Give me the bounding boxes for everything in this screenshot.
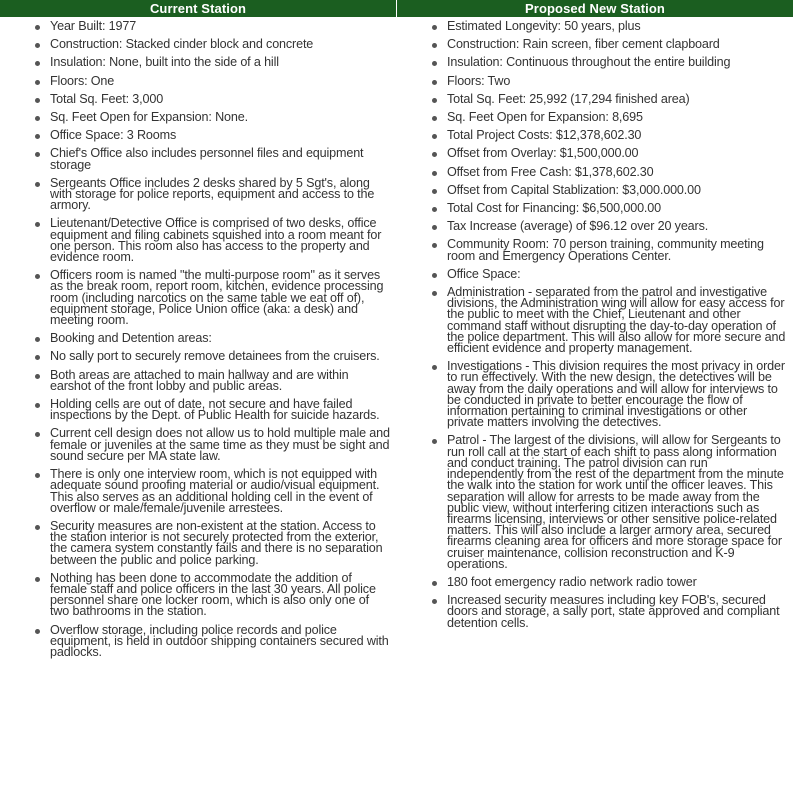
list-item: Sergeants Office includes 2 desks shared by 5 Sgt's, along with storage for police reports, equipment and access to the armory.: [0, 178, 397, 212]
list-item: Offset from Free Cash: $1,378,602.30: [397, 167, 793, 178]
list-item: No sally port to securely remove detainees from the cruisers.: [0, 351, 397, 362]
current-station-header: Current Station: [0, 0, 397, 17]
list-item: Offset from Overlay: $1,500,000.00: [397, 148, 793, 159]
list-item: Increased security measures including key FOB's, secured doors and storage, a sally port, state approved and compliant detention cells.: [397, 595, 793, 629]
current-station-list: [0, 21, 397, 658]
list-item: There is only one interview room, which is not equipped with adequate sound proofing material or audio/visual equipment. This also serves as an additional holding cell in the event of overflow or male/female/juvenile arrestees.: [0, 469, 397, 514]
list-item: Both areas are attached to main hallway and are within earshot of the front lobby and public areas.: [0, 370, 397, 392]
list-item: Insulation: None, built into the side of a hill: [0, 57, 397, 68]
list-item: Overflow storage, including police records and police equipment, is held in outdoor shipping containers secured with padlocks.: [0, 625, 397, 659]
list-item: Holding cells are out of date, not secure and have failed inspections by the Dept. of Public Health for suicide hazards.: [0, 399, 397, 421]
list-item: Current cell design does not allow us to hold multiple male and female or juveniles at the same time as they must be sight and sound secure per MA state law.: [0, 428, 397, 462]
list-item: Booking and Detention areas:: [0, 333, 397, 344]
list-item: Total Sq. Feet: 3,000: [0, 94, 397, 105]
list-item: Offset from Capital Stablization: $3,000.000.00: [397, 185, 793, 196]
list-item: Investigations - This division requires the most privacy in order to run effectively. With the new design, the detectives will be away from the daily operations and will allow for interviews to be conducted in private to better encourage the flow of information pertaining to criminal investigations or other private matters involving the detectives.: [397, 361, 793, 428]
list-item: Construction: Rain screen, fiber cement clapboard: [397, 39, 793, 50]
list-item: Floors: Two: [397, 76, 793, 87]
proposed-station-column: [397, 17, 793, 665]
list-item: Total Sq. Feet: 25,992 (17,294 finished area): [397, 94, 793, 105]
list-item: Tax Increase (average) of $96.12 over 20 years.: [397, 221, 793, 232]
list-item: Chief's Office also includes personnel files and equipment storage: [0, 148, 397, 170]
list-item: Lieutenant/Detective Office is comprised of two desks, office equipment and filing cabinets squished into a room meant for one person. This room also has access to the property and evidence room.: [0, 218, 397, 263]
list-item: Officers room is named "the multi-purpose room" as it serves as the break room, report room, kitchen, evidence processing room (including narcotics on the same table we eat off of), equipment storage, Police Union office (aka: a desk) and meeting room.: [0, 270, 397, 326]
list-item: Nothing has been done to accommodate the addition of female staff and police officers in the last 30 years. All police personnel share one locker room, which is also only one of two bathrooms in the station.: [0, 573, 397, 618]
proposed-station-list: [397, 21, 793, 629]
list-item: Estimated Longevity: 50 years, plus: [397, 21, 793, 32]
list-item: Total Cost for Financing: $6,500,000.00: [397, 203, 793, 214]
list-item: Office Space:: [397, 269, 793, 280]
list-item: Administration - separated from the patrol and investigative divisions, the Administration wing will allow for easy access for the public to meet with the Chief, Lieutenant and other command staff without disrupting the day-to-day operation of the police department. This will also allow for more secure and efficient evidence and property management.: [397, 287, 793, 354]
current-station-column: [0, 17, 397, 665]
list-item: Construction: Stacked cinder block and concrete: [0, 39, 397, 50]
list-item: Patrol - The largest of the divisions, will allow for Sergeants to run roll call at the start of each shift to pass along information and conduct training. The patrol division can run independently from the rest of the department from the minute the walk into the station for work until the officer leaves. This separation will allow for arrests to be made away from the public view, without interfering citizen interactions such as firearms licensing, interviews or other sensitive police-related matters. This will also include a larger armory area, secured firearms cleaning area for officers and more storage space for cruiser maintenance, collision reconstruction and K-9 operations.: [397, 435, 793, 569]
list-item: Floors: One: [0, 76, 397, 87]
list-item: Sq. Feet Open for Expansion: 8,695: [397, 112, 793, 123]
proposed-station-header: Proposed New Station: [397, 0, 793, 17]
list-item: Security measures are non-existent at the station. Access to the station interior is not securely protected from the exterior, the camera system constantly fails and there is no separation between the public and police parking.: [0, 521, 397, 566]
list-item: Sq. Feet Open for Expansion: None.: [0, 112, 397, 123]
list-item: Total Project Costs: $12,378,602.30: [397, 130, 793, 141]
list-item: Insulation: Continuous throughout the entire building: [397, 57, 793, 68]
list-item: Office Space: 3 Rooms: [0, 130, 397, 141]
list-item: Year Built: 1977: [0, 21, 397, 32]
list-item: Community Room: 70 person training, community meeting room and Emergency Operations Center.: [397, 239, 793, 261]
list-item: 180 foot emergency radio network radio tower: [397, 577, 793, 588]
